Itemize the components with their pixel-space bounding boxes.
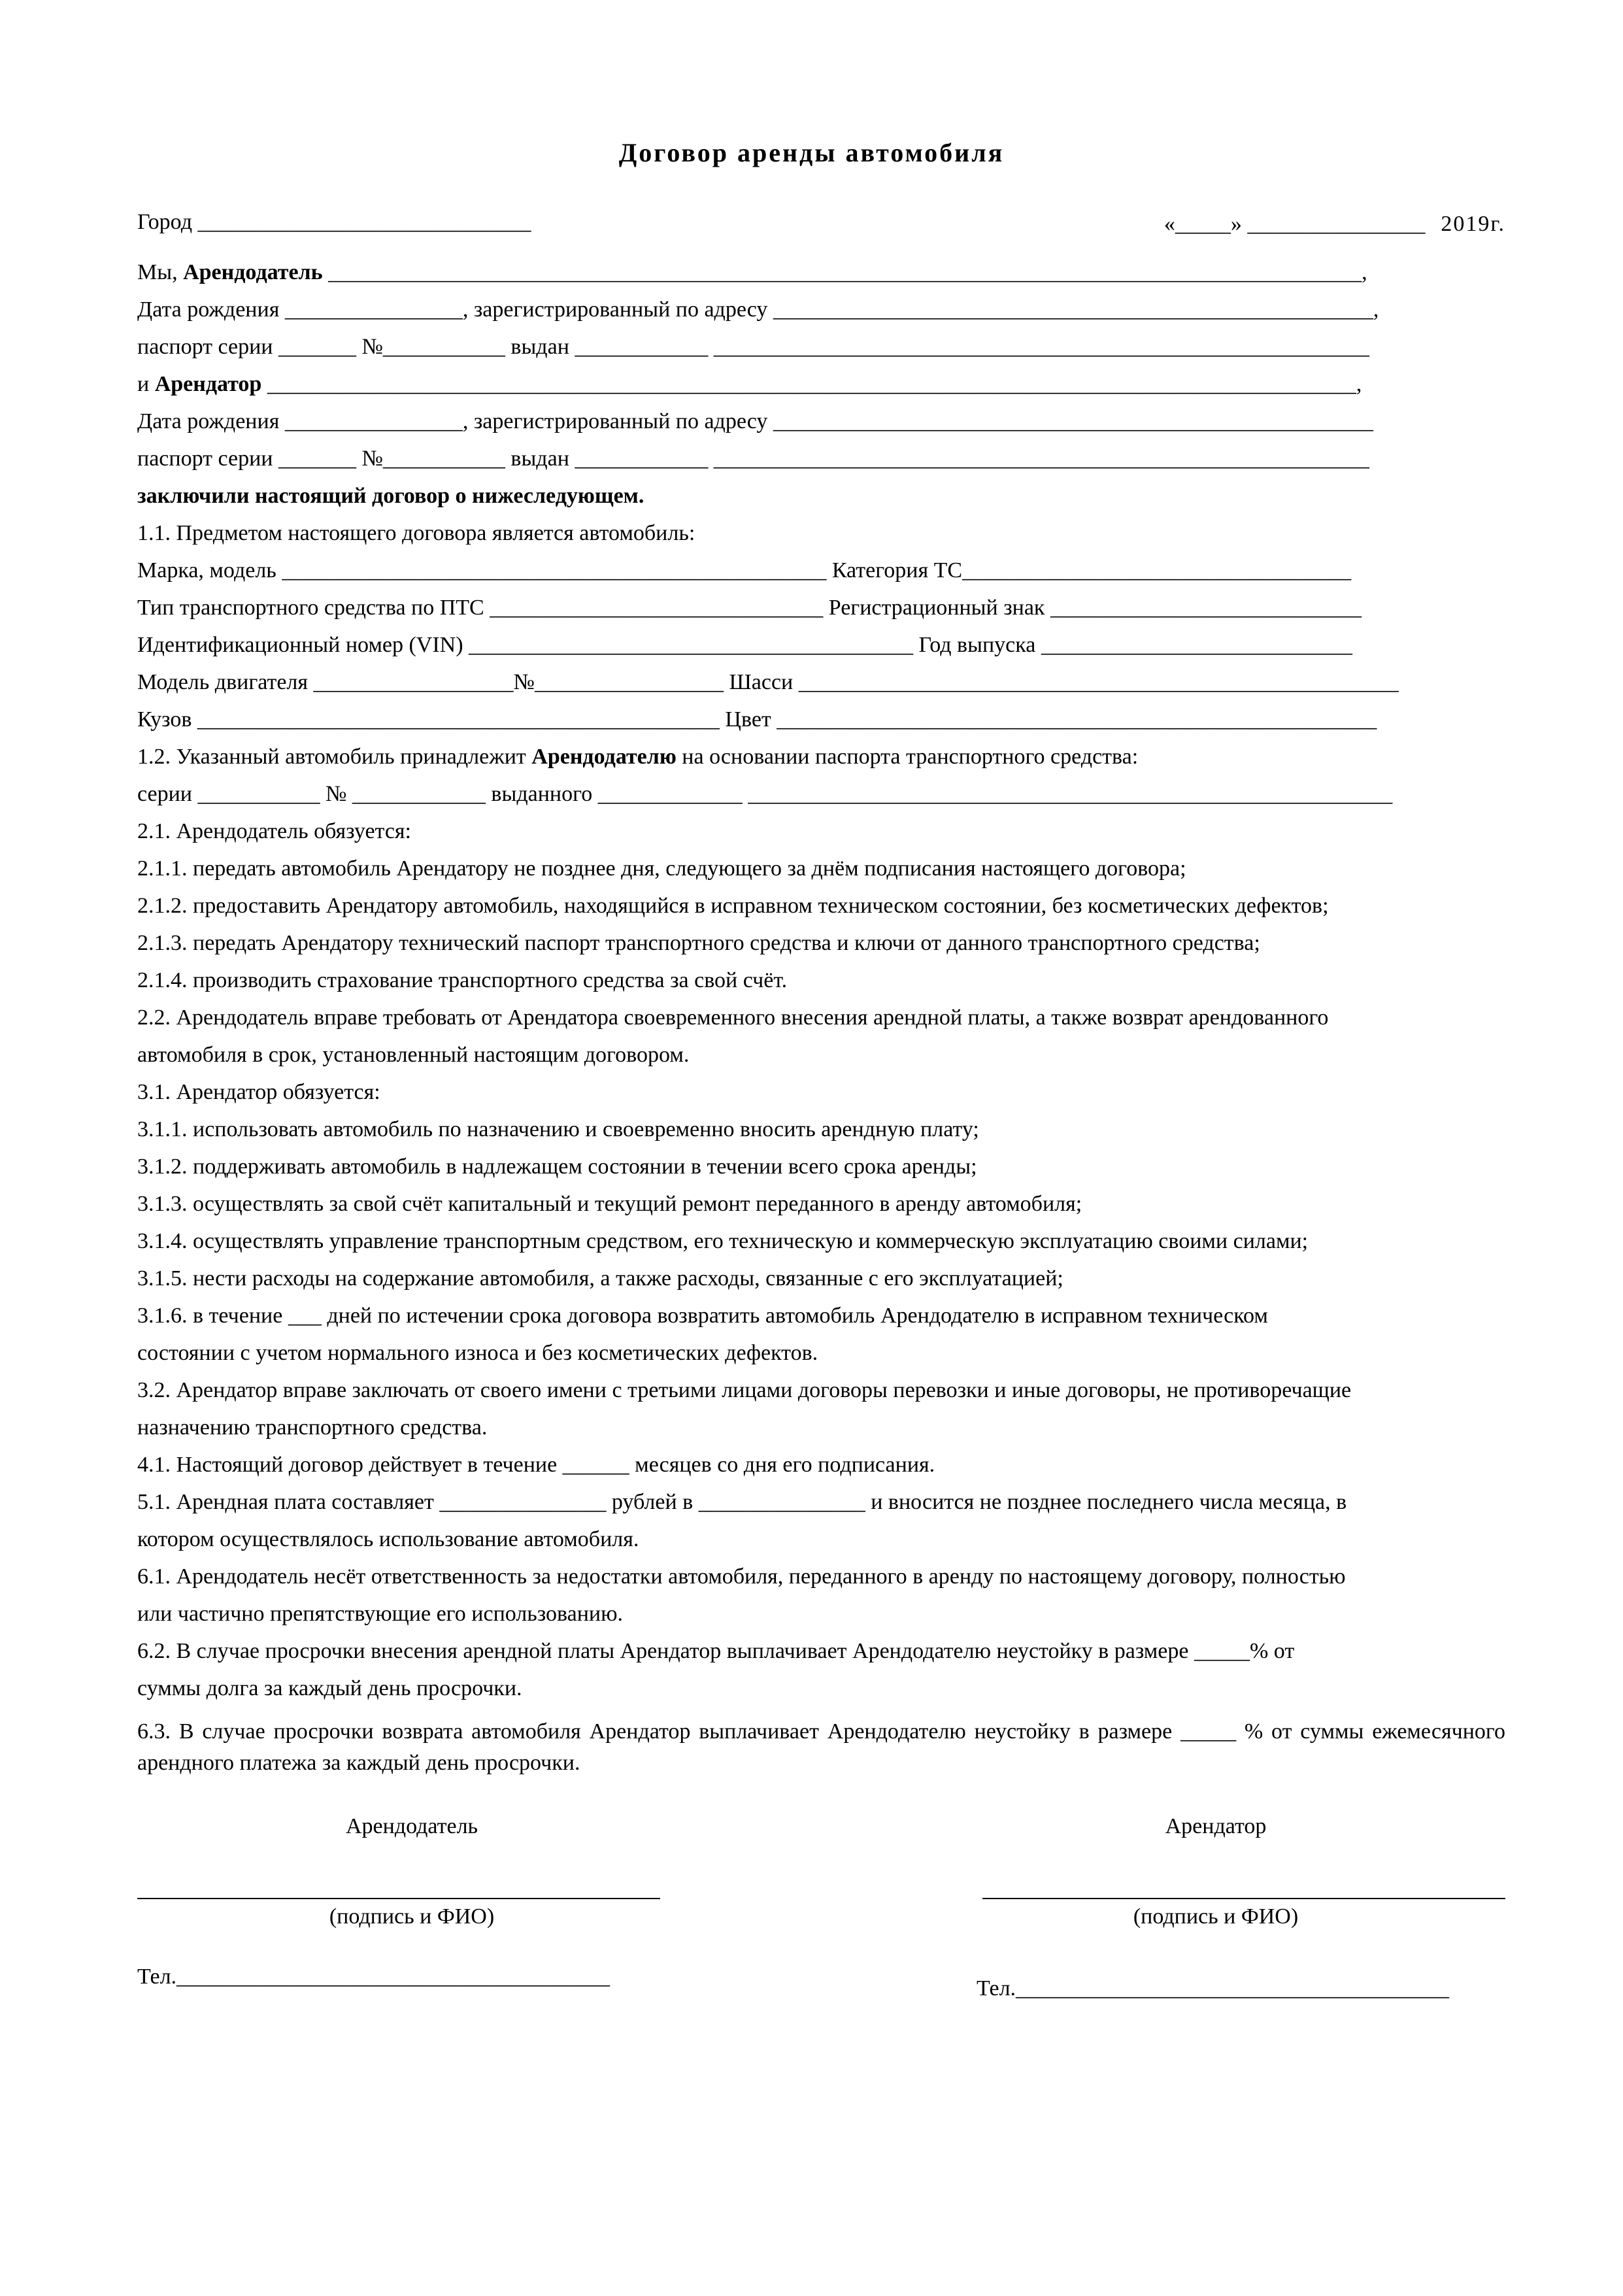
date-blank: «_____» ________________ [1163,212,1426,236]
lessee-signature-title: Арендатор [1165,1814,1267,1838]
contract-line [137,291,1505,328]
contract-line [137,1334,1505,1372]
line-bold-text: Арендодатель [183,260,323,284]
lessor-phone-line: Тел._______________________________________ [137,1965,611,1989]
contract-line [137,813,1505,850]
line-text: 6.2. В случае просрочки внесения арендной платы Арендатор выплачивает Арендодателю неустойку в размере _____% от [137,1639,1295,1663]
line-text: серии ___________ № ____________ выданного _____________ __________________________________________________________ [137,782,1393,806]
line-text: _____________________________________________________________________________________________, [322,260,1367,284]
contract-line [137,1595,1505,1632]
line-text: Тип транспортного средства по ПТС ______________________________ Регистрационный знак ____________________________ [137,596,1362,620]
line-text: суммы долга за каждый день просрочки. [137,1676,522,1700]
line-text: 2.1.3. передать Арендатору технический паспорт транспортного средства и ключи от данного транспортного средства; [137,931,1260,955]
contract-line [137,1558,1505,1595]
line-text: 4.1. Настоящий договор действует в течение ______ месяцев со дня его подписания. [137,1453,935,1477]
line-text: 3.1.6. в течение ___ дней по истечении срока договора возвратить автомобиль Арендодателю в исправном техническом [137,1304,1268,1328]
line-text: Идентификационный номер (VIN) ________________________________________ Год выпуска ____________________________ [137,633,1352,657]
line-text: паспорт серии _______ №___________ выдан ____________ ___________________________________________________________ [137,447,1369,471]
line-text: 3.1.3. осуществлять за свой счёт капитальный и текущий ремонт переданного в аренду автомобиля; [137,1192,1082,1216]
contract-line [137,850,1505,887]
line-text: 3.1.2. поддерживать автомобиль в надлежащем состоянии в течении всего срока аренды; [137,1155,977,1179]
contract-line [137,328,1505,365]
line-text: 6.1. Арендодатель несёт ответственность за недостатки автомобиля, переданного в аренду по настоящему договору, полностью [137,1564,1346,1589]
line-text: 1.2. Указанный автомобиль принадлежит [137,745,532,769]
line-text: или частично препятствующие его использованию. [137,1602,624,1626]
contract-line [137,999,1505,1036]
document-title: Договор аренды автомобиля [618,138,1005,167]
contract-line [137,1670,1505,1707]
contract-line [137,254,1505,291]
contract-line [137,515,1505,552]
line-text: 2.1.2. предоставить Арендатору автомобиль, находящийся в исправном техническом состоянии, без косметических дефектов; [137,894,1329,918]
line-text: Дата рождения ________________, зарегистрированный по адресу ______________________________________________________ [137,409,1373,433]
line-text: 2.1. Арендодатель обязуется: [137,819,411,843]
contract-line [137,738,1505,775]
lessee-signature-caption: (подпись и ФИО) [1133,1904,1299,1929]
line-text: __________________________________________________________________________________________________, [261,372,1362,396]
lessor-signature-caption: (подпись и ФИО) [329,1904,495,1929]
date-line [1164,209,1505,240]
line-text: 3.2. Арендатор вправе заключать от своего имени с третьими лицами договоры перевозки и иные договоры, не противоречащие [137,1378,1352,1402]
line-text: 3.1.1. использовать автомобиль по назначению и своевременно вносить арендную плату; [137,1117,979,1141]
line-text: Дата рождения ________________, зарегистрированный по адресу ______________________________________________________, [137,297,1379,322]
contract-line [137,1483,1505,1521]
line-text: паспорт серии _______ №___________ выдан ____________ ___________________________________________________________ [137,335,1369,359]
contract-line [137,626,1505,664]
contract-line [137,365,1505,403]
contract-line [137,1036,1505,1073]
contract-line [137,403,1505,440]
line-text: Мы, [137,260,184,284]
line-text: состоянии с учетом нормального износа и без косметических дефектов. [137,1341,818,1365]
contract-line [137,1409,1505,1446]
line-text: 5.1. Арендная плата составляет _______________ рублей в _______________ и вносится не позднее последнего числа месяца, в [137,1490,1347,1514]
clause-6-3: 6.3. В случае просрочки возврата автомобиля Арендатор выплачивает Арендодателю неустойку в размере _____ % от суммы ежемесячного арендного платежа за каждый день просрочки. [137,1719,1505,1775]
city-line: Город ______________________________ [137,210,531,234]
line-text: котором осуществлялось использование автомобиля. [137,1527,639,1551]
contract-line [137,552,1505,589]
contract-line [137,477,1505,515]
line-text: назначению транспортного средства. [137,1415,488,1440]
contract-line [137,1260,1505,1297]
contract-line [137,962,1505,999]
contract-line [137,1073,1505,1111]
line-text: 1.1. Предметом настоящего договора является автомобиль: [137,521,695,545]
contract-line [137,887,1505,924]
lessor-signature-title: Арендодатель [345,1814,478,1838]
line-text: Модель двигателя __________________№_________________ Шасси ______________________________________________________ [137,670,1399,694]
line-bold-text: Арендатор [154,372,262,396]
line-bold-text: заключили настоящий договор о нижеследующем. [137,484,644,508]
contract-line [137,1223,1505,1260]
line-text: Марка, модель _________________________________________________ Категория ТС___________________________________ [137,558,1352,582]
contract-line [137,1148,1505,1185]
line-text: и [137,372,155,396]
contract-line [137,924,1505,962]
contract-line [137,664,1505,701]
line-text: 2.2. Арендодатель вправе требовать от Арендатора своевременного внесения арендной платы, а также возврат арендованного [137,1005,1329,1030]
contract-line [137,1446,1505,1483]
line-text: 3.1.4. осуществлять управление транспортным средством, его техническую и коммерческую эксплуатацию своими силами; [137,1229,1309,1253]
date-year: 2019г. [1441,212,1505,236]
contract-line [137,701,1505,738]
contract-body [137,254,1505,1779]
contract-line [137,1521,1505,1558]
line-text: 3.1.5. нести расходы на содержание автомобиля, а также расходы, связанные с его эксплуатацией; [137,1266,1063,1291]
contract-line [137,1111,1505,1148]
contract-line [137,1372,1505,1409]
lessee-signature-line [982,1898,1505,1899]
contract-line [137,440,1505,477]
contract-line [137,1185,1505,1223]
line-text: 2.1.4. производить страхование транспортного средства за свой счёт. [137,968,788,992]
line-text: Кузов _______________________________________________ Цвет ______________________________________________________ [137,707,1377,732]
lessee-phone-line: Тел._______________________________________ [977,1976,1450,2001]
line-text: 3.1. Арендатор обязуется: [137,1080,380,1104]
line-text: на основании паспорта транспортного средства: [676,745,1139,769]
line-bold-text: Арендодателю [531,745,677,769]
line-text: автомобиля в срок, установленный настоящим договором. [137,1043,690,1067]
lessor-signature-line [137,1898,660,1899]
line-text: 2.1.1. передать автомобиль Арендатору не позднее дня, следующего за днём подписания настоящего договора; [137,856,1186,881]
contract-line [137,1632,1505,1670]
contract-line [137,775,1505,813]
contract-line [137,589,1505,626]
contract-line [137,1297,1505,1334]
